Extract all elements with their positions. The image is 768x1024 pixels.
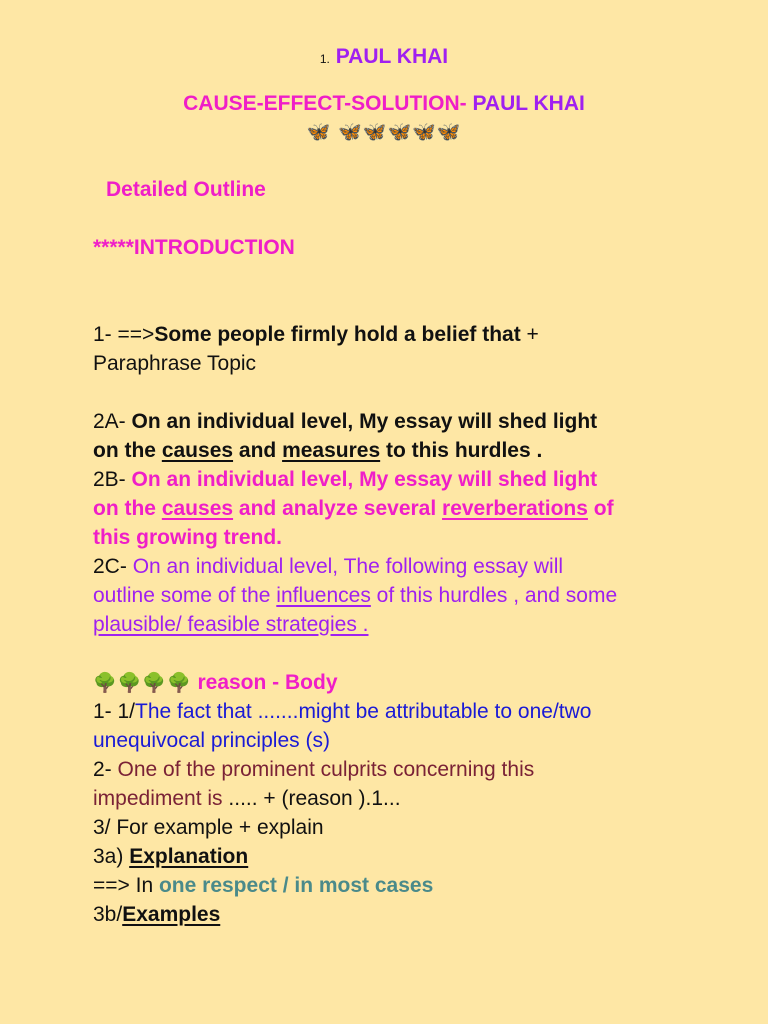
text: ..... + (reason ).1... — [222, 787, 401, 810]
body-line-8 — [93, 900, 220, 929]
teal-text: one respect / in most cases — [158, 874, 434, 897]
butterfly-icons: 🦋🦋🦋🦋🦋 — [338, 121, 462, 143]
option-2a-label: 2A- — [93, 410, 132, 433]
text: 3a) — [93, 845, 130, 868]
body-line-2: unequivocal principles (s) — [93, 729, 330, 752]
body-heading-text: reason - Body — [191, 671, 338, 694]
causes-underlined: causes — [161, 439, 234, 462]
option-2b-line-1 — [93, 465, 597, 494]
option-2c-line-1 — [93, 552, 563, 581]
option-2a-line-1 — [93, 407, 597, 436]
intro-suffix: + — [520, 323, 539, 346]
section-title: Detailed Outline — [106, 178, 266, 201]
butterfly-icon: 🦋 — [306, 121, 332, 143]
option-2a-text: On an individual level, My essay will shed light — [131, 410, 598, 433]
text: ==> In — [93, 874, 159, 897]
option-2b-line-2 — [93, 494, 614, 523]
body-line-4 — [93, 784, 401, 813]
text: outline some of the — [93, 584, 277, 607]
option-2b-label: 2B- — [93, 468, 132, 491]
title-part2: PAUL KHAI — [472, 92, 585, 115]
body-heading — [93, 668, 338, 698]
intro-heading: *****INTRODUCTION — [93, 236, 295, 259]
text: 3b/ — [93, 903, 123, 926]
reverberations-underlined: reverberations — [442, 497, 588, 520]
body-line-1 — [93, 697, 591, 726]
option-2c-label: 2C- — [93, 555, 133, 578]
body-line-3 — [93, 755, 534, 784]
text: 2- — [93, 758, 118, 781]
intro-line-2: Paraphrase Topic — [93, 352, 257, 375]
body-blue-text: The fact that .......might be attributable to one/two — [135, 700, 592, 723]
text: of — [587, 497, 614, 520]
author-name: PAUL KHAI — [335, 45, 449, 68]
examples-underlined: Examples — [122, 903, 221, 926]
body-maroon-text: One of the prominent culprits concerning this — [117, 758, 535, 781]
text: and analyze several — [233, 497, 443, 520]
influences-underlined: influences — [276, 584, 371, 607]
list-number: 1. — [319, 52, 330, 66]
tree-icons: 🌳🌳🌳🌳 — [93, 672, 192, 694]
document-title — [0, 89, 768, 118]
text: on the — [93, 439, 162, 462]
option-2b-line-3: this growing trend. — [93, 526, 282, 549]
option-2c-line-2 — [93, 581, 617, 610]
intro-bold: Some people firmly hold a belief that — [154, 323, 521, 346]
text: and — [233, 439, 283, 462]
option-2b-text: On an individual level, My essay will shed light — [131, 468, 598, 491]
butterfly-row — [0, 118, 768, 147]
text: to this hurdles . — [380, 439, 543, 462]
title-part1: CAUSE-EFFECT-SOLUTION- — [183, 92, 473, 115]
option-2c-text: On an individual level, The following essay will — [132, 555, 564, 578]
text: of this hurdles , and some — [370, 584, 618, 607]
body-line-5: 3/ For example + explain — [93, 816, 324, 839]
text: on the — [93, 497, 162, 520]
body-line-7 — [93, 871, 433, 900]
explanation-underlined: Explanation — [129, 845, 249, 868]
body-line-6 — [93, 842, 248, 871]
text: 1- 1/ — [93, 700, 136, 723]
intro-prefix: 1- ==> — [93, 323, 155, 346]
author-line — [0, 42, 768, 74]
option-2a-line-2 — [93, 436, 542, 465]
measures-underlined: measures — [282, 439, 381, 462]
option-2c-line-3: plausible/ feasible strategies . — [93, 613, 369, 636]
body-maroon-text: impediment is — [93, 787, 223, 810]
intro-line-1 — [93, 320, 539, 349]
causes-underlined: causes — [161, 497, 234, 520]
